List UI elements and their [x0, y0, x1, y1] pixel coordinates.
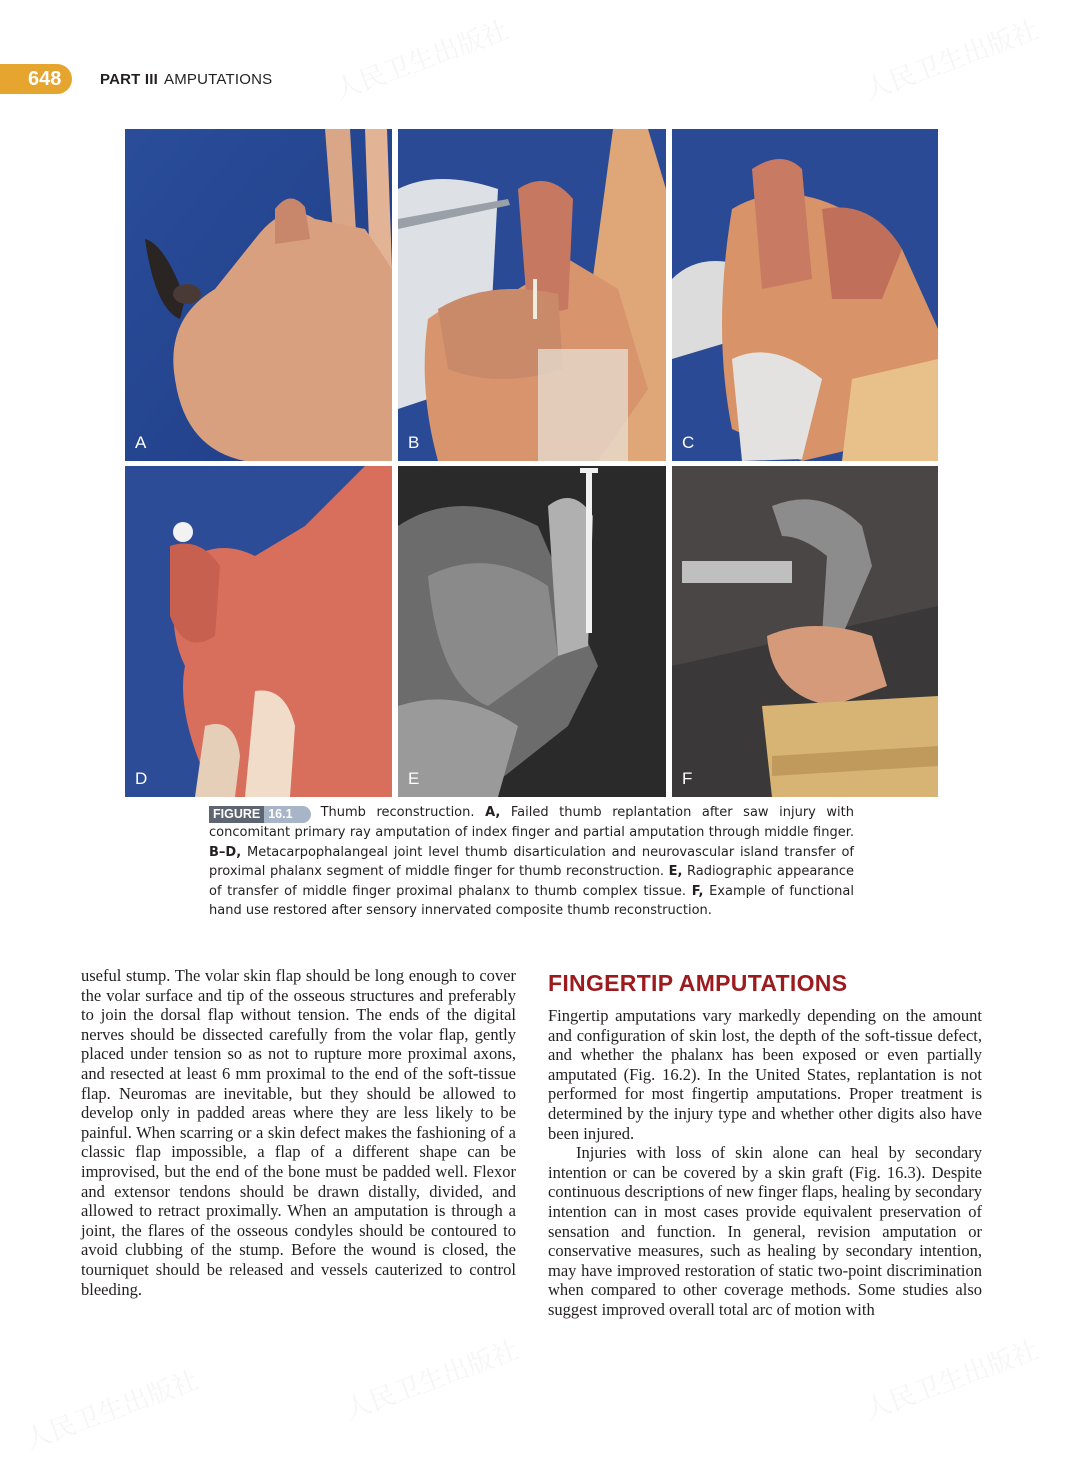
part-label: PART III: [100, 71, 158, 88]
figure-number: 16.1: [264, 806, 310, 823]
caption-text-f: Example of functional hand use restored after sensory innervated composite thumb reconstruction.: [209, 883, 855, 919]
panel-label: E: [408, 769, 420, 788]
panel-label: B: [408, 433, 420, 452]
caption-label-e: E,: [668, 864, 683, 880]
body-paragraph: useful stump. The volar skin flap should be long enough to cover the volar surface and tip of the osseous structures and preferably to join the dorsal flap without tension. The ends of the digital nerves should be dissected carefully from the volar flap, gently placed under tension so as not to rupture more proximal axons, and resected at least 6 mm proximal to the end of the soft-tissue flap. Neuromas are inevitable, but they should be allowed to develop only in padded areas where they are less likely to be painful. When scarring or a skin defect makes the fashioning of a classic flap impossible, a flap of a different shape can be improvised, but the end of the bone must be padded well. Flexor and extensor tendons should be drawn distally, divided, and allowed to retract proximally. When an amputation is through a joint, the flares of the osseous condyles should be contoured to avoid clubbing of the stump. Before the wound is closed, the tourniquet should be released and vessels cauterized to control bleeding.: [81, 966, 516, 1299]
hand-hammer-photo-f: [672, 466, 938, 797]
caption-text-a: Failed thumb replantation after saw injury with concomitant primary ray amputation of index finger and partial amputation through middle finger.: [209, 805, 854, 840]
figure-panel-b: [398, 129, 666, 461]
section-heading: FINGERTIP AMPUTATIONS: [548, 970, 848, 996]
surgical-photo-c: [672, 129, 938, 461]
figure-caption: [209, 803, 854, 921]
caption-label-a: A,: [485, 805, 501, 820]
body-paragraph: Fingertip amputations vary markedly depending on the amount and configuration of skin lost, the depth of the soft-tissue defect, and whether the phalanx has been exposed or even partially amputated (Fig. 16.2). In the United States, replantation is not performed for most fingertip amputations. Proper treatment is determined by the injury type and whether other digits also have been injured.: [548, 1006, 982, 1143]
left-text-column: [81, 966, 516, 1299]
figure-tag: [209, 806, 311, 823]
body-paragraph: Injuries with loss of skin alone can heal by secondary intention or can be covered by a skin graft (Fig. 16.3). Despite continuous descriptions of new finger flaps, healing by secondary intention can in most cases provide equivalent preservation of sensation and function. In general, revision amputation or conservative measures, such as healing by secondary intention, may have improved restoration of static two-point discrimination when compared to other coverage methods. Some studies also suggest improved overall total arc of motion with: [548, 1143, 982, 1319]
caption-label-bd: B–D,: [209, 844, 242, 860]
panel-label: A: [135, 433, 147, 452]
panel-label: D: [135, 769, 148, 788]
caption-label-f: F,: [691, 883, 704, 899]
radiograph-photo-e: [398, 466, 666, 797]
figure-word: FIGURE: [209, 806, 264, 823]
watermark: 人民卫生出版社: [331, 15, 513, 107]
figure-panel-f: [672, 466, 938, 797]
watermark: 人民卫生出版社: [861, 15, 1043, 107]
figure-panel-d: [125, 466, 392, 797]
right-text-column: [548, 966, 982, 1320]
hand-photo-d: [125, 466, 392, 797]
watermark: 人民卫生出版社: [861, 1335, 1043, 1427]
surgical-photo-b: [398, 129, 666, 461]
caption-text-e: Radiographic appearance of transfer of middle finger proximal phalanx to thumb complex tissue.: [209, 864, 854, 899]
part-title: AMPUTATIONS: [164, 71, 273, 88]
figure-panel-e: [398, 466, 666, 797]
running-head: [100, 69, 272, 91]
caption-intro: Thumb reconstruction.: [320, 805, 486, 820]
caption-text-bd: Metacarpophalangeal joint level thumb disarticulation and neurovascular island transfer of proximal phalanx segment of middle finger for thumb reconstruction.: [209, 844, 854, 880]
watermark: 人民卫生出版社: [341, 1335, 523, 1427]
panel-label: C: [682, 433, 695, 452]
hand-photo-a: [125, 129, 392, 461]
watermark: 人民卫生出版社: [21, 1365, 203, 1457]
figure-panel-a: [125, 129, 392, 461]
page-number: 648: [28, 68, 62, 90]
figure-panel-c: [672, 129, 938, 461]
panel-label: F: [682, 769, 693, 788]
